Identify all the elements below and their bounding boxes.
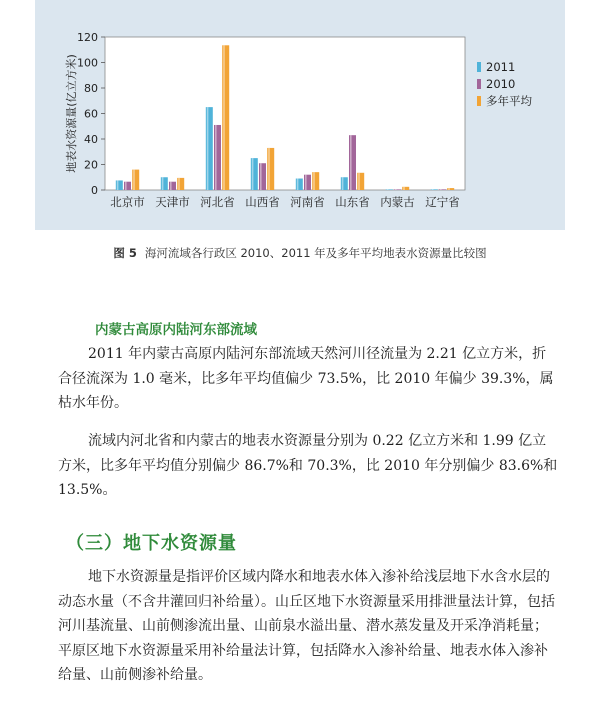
legend-swatch — [477, 79, 481, 89]
bar-highlight — [117, 180, 119, 190]
x-tick-label: 天津市 — [155, 195, 190, 209]
x-tick-label: 山西省 — [245, 195, 280, 209]
bar-highlight — [170, 182, 172, 190]
figure-caption-text: 海河流域各行政区 2010、2011 年及多年平均地表水资源量比较图 — [144, 246, 487, 260]
bar-highlight — [440, 189, 442, 190]
bar-highlight — [178, 178, 180, 190]
y-tick-label: 20 — [84, 158, 98, 172]
x-tick-label: 辽宁省 — [425, 195, 460, 209]
legend-label: 多年平均 — [486, 94, 532, 108]
legend-label: 2011 — [486, 60, 516, 74]
legend-swatch — [477, 62, 481, 72]
bar-highlight — [125, 182, 127, 190]
bar-highlight — [350, 135, 352, 190]
bar-highlight — [358, 173, 360, 190]
bar-highlight — [432, 189, 434, 190]
y-axis-label: 地表水资源量(亿立方米) — [65, 54, 78, 173]
bar-highlight — [268, 148, 270, 190]
bar-highlight — [342, 177, 344, 190]
bar-highlight — [305, 175, 307, 190]
y-tick-label: 120 — [77, 31, 98, 44]
bar-highlight — [395, 189, 397, 190]
bar-highlight — [260, 163, 262, 190]
y-tick-label: 80 — [84, 82, 98, 95]
bar-highlight — [448, 188, 450, 190]
bar-highlight — [223, 45, 225, 190]
section-paragraph-1: 2011 年内蒙古高原内陆河东部流域天然河川径流量为 2.21 亿立方米，折合径流深为 1.0 毫米，比多年平均值偏少 73.5%，比 2010 年偏少 39.3%，属枯水年份。 — [58, 346, 554, 411]
x-tick-label: 河北省 — [200, 195, 235, 209]
bar-highlight — [403, 187, 405, 190]
bar-highlight — [297, 179, 299, 190]
bar-highlight — [162, 177, 164, 190]
y-tick-label: 100 — [77, 56, 98, 70]
figure-number: 图 5 — [113, 246, 137, 260]
figure-caption — [0, 245, 600, 261]
bar-highlight — [252, 158, 254, 190]
bar-highlight — [133, 170, 135, 190]
x-tick-label: 内蒙古 — [380, 195, 415, 209]
y-tick-label: 0 — [91, 184, 98, 197]
section-paragraph-2: 流域内河北省和内蒙古的地表水资源量分别为 0.22 亿立方米和 1.99 亿立方米，比多年平均值分别偏少 86.7%和 70.3%，比 2010 年分别偏少 83.6%和 13.5%。 — [58, 433, 558, 498]
bar-highlight — [313, 172, 315, 190]
x-tick-label: 山东省 — [335, 195, 370, 209]
x-tick-label: 河南省 — [290, 195, 325, 209]
subsection-heading: （三）地下水资源量 — [66, 533, 237, 554]
bar-highlight — [207, 107, 209, 190]
plot-area — [105, 37, 465, 190]
figure-panel — [35, 0, 565, 230]
y-tick-label: 40 — [84, 133, 98, 146]
bar-highlight — [215, 125, 217, 190]
x-tick-label: 北京市 — [110, 195, 145, 209]
bar-highlight — [387, 189, 389, 190]
bar-chart — [35, 0, 565, 230]
section-heading: 内蒙古高原内陆河东部流域 — [95, 322, 257, 338]
subsection-paragraph-1: 地下水资源量是指评价区域内降水和地表水体入渗补给浅层地下水含水层的动态水量（不含井灌回归补给量）。山丘区地下水资源量采用排泄量法计算，包括河川基流量、山前侧渗流出量、山前泉水溢出量、潜水蒸发量及开采净消耗量；平原区地下水资源量采用补给量法计算，包括降水入渗补给量、地表水体入渗补给量、山前侧渗补给量。 — [58, 569, 555, 683]
legend-label: 2010 — [486, 77, 516, 91]
y-tick-label: 60 — [84, 107, 98, 121]
legend-swatch — [477, 96, 481, 106]
